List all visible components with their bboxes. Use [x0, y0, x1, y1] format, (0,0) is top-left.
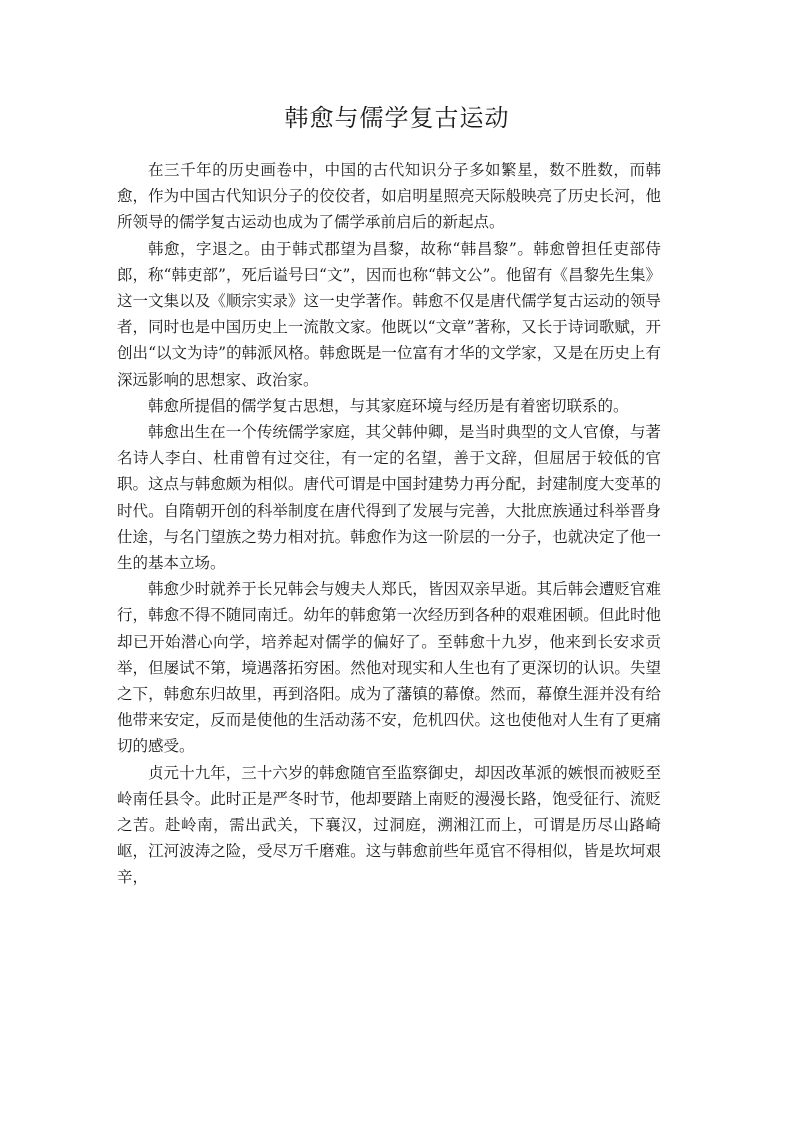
paragraph-5: 韩愈少时就养于长兄韩会与嫂夫人郑氏，皆因双亲早逝。其后韩会遭贬官难行，韩愈不得不随同南迁。幼年的韩愈第一次经历到各种的艰难困顿。但此时他却已开始潜心向学，培养起对儒学的偏好了。至韩愈十九岁，他来到长安求贡举，但屡试不第，境遇落拓穷困。然他对现实和人生也有了更深切的认识。失望之下，韩愈东归故里，再到洛阳。成为了藩镇的幕僚。然而，幕僚生涯并没有给他带来安定，反而是使他的生活动荡不安，危机四伏。这也使他对人生有了更痛切的感受。 [117, 580, 661, 756]
document-body [117, 157, 661, 891]
paragraph-2: 韩愈，字退之。由于韩式郡望为昌黎，故称“韩昌黎”。韩愈曾担任吏部侍郎，称“韩吏部”，死后谥号曰“文”，因而也称“韩文公”。他留有《昌黎先生集》这一文集以及《顺宗实录》这一史学著作。韩愈不仅是唐代儒学复古运动的领导者，同时也是中国历史上一流散文家。他既以“文章”著称，又长于诗词歌赋，开创出“以文为诗”的韩派风格。韩愈既是一位富有才华的文学家，又是在历史上有深远影响的思想家、政治家。 [117, 239, 661, 389]
paragraph-6: 贞元十九年，三十六岁的韩愈随官至监察御史，却因改革派的嫉恨而被贬至岭南任县令。此时正是严冬时节，他却要踏上南贬的漫漫长路，饱受征行、流贬之苦。赴岭南，需出武关，下襄汉，过洞庭，溯湘江而上，可谓是历尽山路崎岖，江河波涛之险，受尽万千磨难。这与韩愈前些年觅官不得相似，皆是坎坷艰辛， [117, 763, 661, 887]
paragraph-4: 韩愈出生在一个传统儒学家庭，其父韩仲卿，是当时典型的文人官僚，与著名诗人李白、杜甫曾有过交往，有一定的名望，善于文辞，但屈居于较低的官职。这点与韩愈颇为相似。唐代可谓是中国封建势力再分配，封建制度大变革的时代。自隋朝开创的科举制度在唐代得到了发展与完善，大批庶族通过科举晋身仕途，与名门望族之势力相对抗。韩愈作为这一阶层的一分子，也就决定了他一生的基本立场。 [117, 423, 661, 573]
document-title: 韩愈与儒学复古运动 [284, 104, 510, 132]
paragraph-3: 韩愈所提倡的儒学复古思想，与其家庭环境与经历是有着密切联系的。 [148, 396, 629, 415]
paragraph-1: 在三千年的历史画卷中，中国的古代知识分子多如繁星，数不胜数，而韩愈，作为中国古代知识分子的佼佼者，如启明星照亮天际般映亮了历史长河，他所领导的儒学复古运动也成为了儒学承前启后的新起点。 [117, 161, 661, 232]
